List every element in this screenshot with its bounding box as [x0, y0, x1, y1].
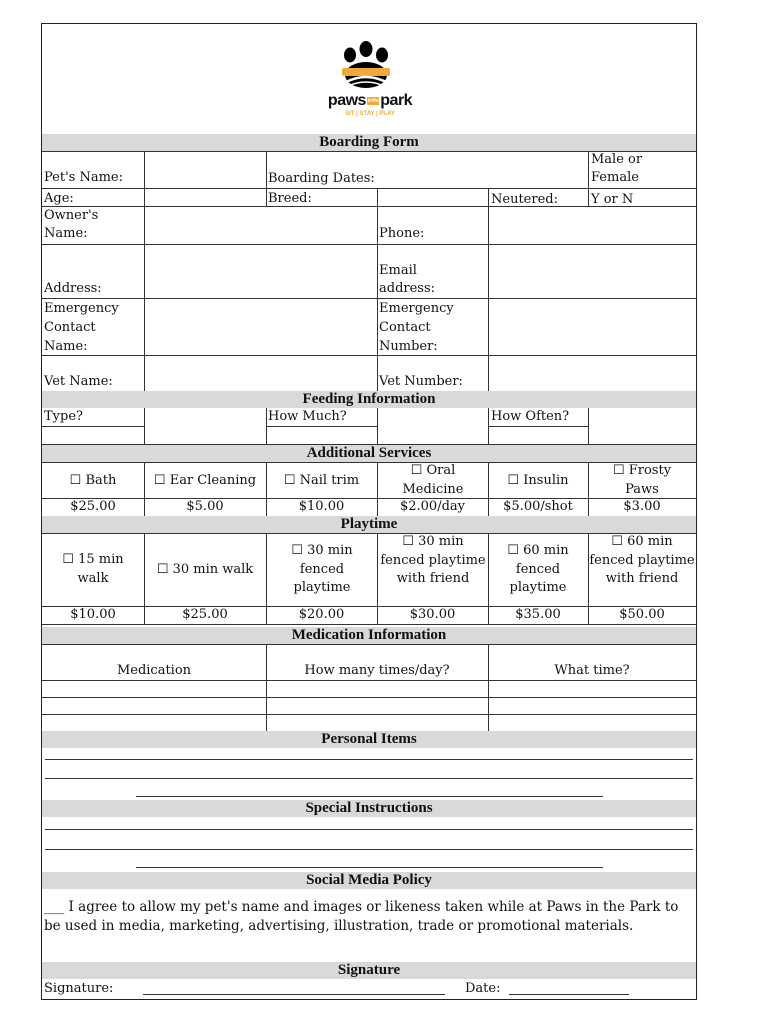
special-instructions-line-3[interactable]	[136, 867, 603, 868]
sex-label-line1: Male or	[591, 152, 643, 167]
brand-tagline: SIT | STAY | PLAY	[345, 111, 395, 117]
service-ear-cleaning-price: $5.00	[186, 499, 224, 514]
date-label: Date:	[465, 981, 501, 996]
signature-line[interactable]	[143, 994, 445, 995]
date-line[interactable]	[509, 994, 629, 995]
logo	[42, 24, 697, 134]
pet-name-label: Pet's Name:	[44, 170, 123, 185]
playtime-30-min-fenced-price: $20.00	[298, 607, 345, 622]
service-frosty-paws-option[interactable]: ☐ Frosty Paws	[612, 463, 672, 497]
emergency-number-label-line1: Emergency	[379, 301, 454, 316]
breed-field[interactable]	[378, 189, 488, 206]
playtime-15-min-walk-option[interactable]: ☐ 15 min walk	[62, 552, 124, 586]
neutered-value[interactable]: Y or N	[591, 192, 634, 207]
boarding-dates-field[interactable]	[387, 152, 587, 188]
boarding-dates-label: Boarding Dates:	[268, 171, 375, 186]
service-insulin-price: $5.00/shot	[503, 499, 573, 514]
service-ear-cleaning-option[interactable]: ☐ Ear Cleaning	[153, 473, 257, 488]
email-label-line2: address:	[379, 281, 436, 296]
service-nail-trim-option[interactable]: ☐ Nail trim	[283, 473, 360, 488]
feeding-how-often-field[interactable]	[589, 409, 695, 444]
service-oral-medicine-option[interactable]: ☐ Oral Medicine	[402, 463, 464, 497]
feeding-how-much-label: How Much?	[268, 409, 347, 424]
special-instructions-line-1[interactable]	[45, 829, 693, 830]
age-label: Age:	[44, 191, 74, 206]
owner-name-field[interactable]	[145, 207, 376, 244]
phone-label: Phone:	[379, 226, 425, 241]
playtime-15-min-walk-price: $10.00	[70, 607, 116, 622]
feeding-how-much-field[interactable]	[378, 409, 488, 444]
social-media-consent-text[interactable]: ___ I agree to allow my pet's name and images or likeness taken while at Paws in the Park to be used in media, marketing, advertising, illustration, trade or promotional materials.	[44, 899, 679, 934]
medication-row-3[interactable]	[42, 715, 696, 731]
medication-header-name: Medication	[116, 663, 192, 678]
section-feeding-information: Feeding Information	[42, 391, 696, 408]
age-field[interactable]	[145, 189, 265, 206]
playtime-30-min-fenced-option[interactable]: ☐ 30 min fenced playtime	[291, 543, 353, 595]
section-personal-items: Personal Items	[42, 731, 696, 748]
playtime-60-min-fenced-friend-price: $50.00	[619, 607, 665, 622]
vet-name-label: Vet Name:	[44, 374, 113, 389]
personal-items-line-2[interactable]	[45, 778, 693, 779]
brand-name: paws	[327, 92, 366, 109]
playtime-30-min-fenced-friend-option[interactable]: ☐ 30 min fenced playtime with friend	[380, 534, 486, 586]
address-field[interactable]	[145, 245, 376, 298]
playtime-60-min-fenced-price: $35.00	[515, 607, 561, 622]
email-label-line1: Email	[379, 263, 417, 278]
section-boarding-form: Boarding Form	[42, 134, 696, 151]
vet-number-field[interactable]	[489, 356, 695, 391]
medication-row-2[interactable]	[42, 698, 696, 714]
emergency-name-label-line1: Emergency	[44, 301, 119, 316]
personal-items-line-3[interactable]	[136, 796, 603, 797]
service-insulin-option[interactable]: ☐ Insulin	[507, 473, 569, 488]
personal-items-line-1[interactable]	[45, 759, 693, 760]
playtime-30-min-fenced-friend-price: $30.00	[409, 607, 456, 622]
service-oral-medicine-price: $2.00/day	[399, 499, 465, 514]
emergency-number-label-line3: Number:	[379, 339, 438, 354]
email-field[interactable]	[489, 245, 695, 298]
section-playtime: Playtime	[42, 516, 696, 533]
service-frosty-paws-price: $3.00	[623, 499, 661, 514]
emergency-number-label-line2: Contact	[379, 320, 431, 335]
neutered-label: Neutered:	[491, 192, 558, 207]
brand-amp: in the	[367, 97, 379, 104]
sex-label-line2: Female	[591, 170, 639, 185]
service-bath-option[interactable]: ☐ Bath	[69, 473, 117, 488]
phone-field[interactable]	[489, 207, 695, 244]
feeding-how-often-label: How Often?	[491, 409, 570, 424]
owner-label-line2: Name:	[44, 226, 88, 241]
vet-name-field[interactable]	[145, 356, 376, 391]
medication-header-times: How many times/day?	[304, 663, 450, 678]
playtime-30-min-walk-option[interactable]: ☐ 30 min walk	[156, 562, 254, 577]
section-signature: Signature	[42, 962, 696, 979]
emergency-number-field[interactable]	[489, 299, 695, 355]
breed-label: Breed:	[268, 191, 312, 206]
pet-name-field[interactable]	[145, 152, 265, 188]
brand-park: park	[380, 92, 413, 109]
emergency-name-label-line2: Contact	[44, 320, 96, 335]
feeding-type-label: Type?	[44, 409, 83, 424]
vet-number-label: Vet Number:	[379, 374, 463, 389]
address-label: Address:	[44, 281, 102, 296]
section-additional-services: Additional Services	[42, 445, 696, 462]
playtime-30-min-walk-price: $25.00	[182, 607, 228, 622]
medication-row-1[interactable]	[42, 681, 696, 697]
emergency-name-label-line3: Name:	[44, 339, 88, 354]
section-social-media-policy: Social Media Policy	[42, 872, 696, 889]
owner-label-line1: Owner's	[44, 208, 99, 223]
section-medication-information: Medication Information	[42, 627, 696, 644]
emergency-name-field[interactable]	[145, 299, 376, 355]
medication-header-time: What time?	[554, 663, 630, 678]
playtime-60-min-fenced-friend-option[interactable]: ☐ 60 min fenced playtime with friend	[589, 534, 695, 586]
special-instructions-line-2[interactable]	[45, 849, 693, 850]
playtime-60-min-fenced-option[interactable]: ☐ 60 min fenced playtime	[507, 543, 569, 595]
boarding-form	[41, 23, 697, 1000]
service-bath-price: $25.00	[70, 499, 116, 514]
feeding-type-field[interactable]	[145, 409, 265, 444]
signature-label: Signature:	[44, 981, 114, 996]
service-nail-trim-price: $10.00	[298, 499, 345, 514]
section-special-instructions: Special Instructions	[42, 800, 696, 817]
